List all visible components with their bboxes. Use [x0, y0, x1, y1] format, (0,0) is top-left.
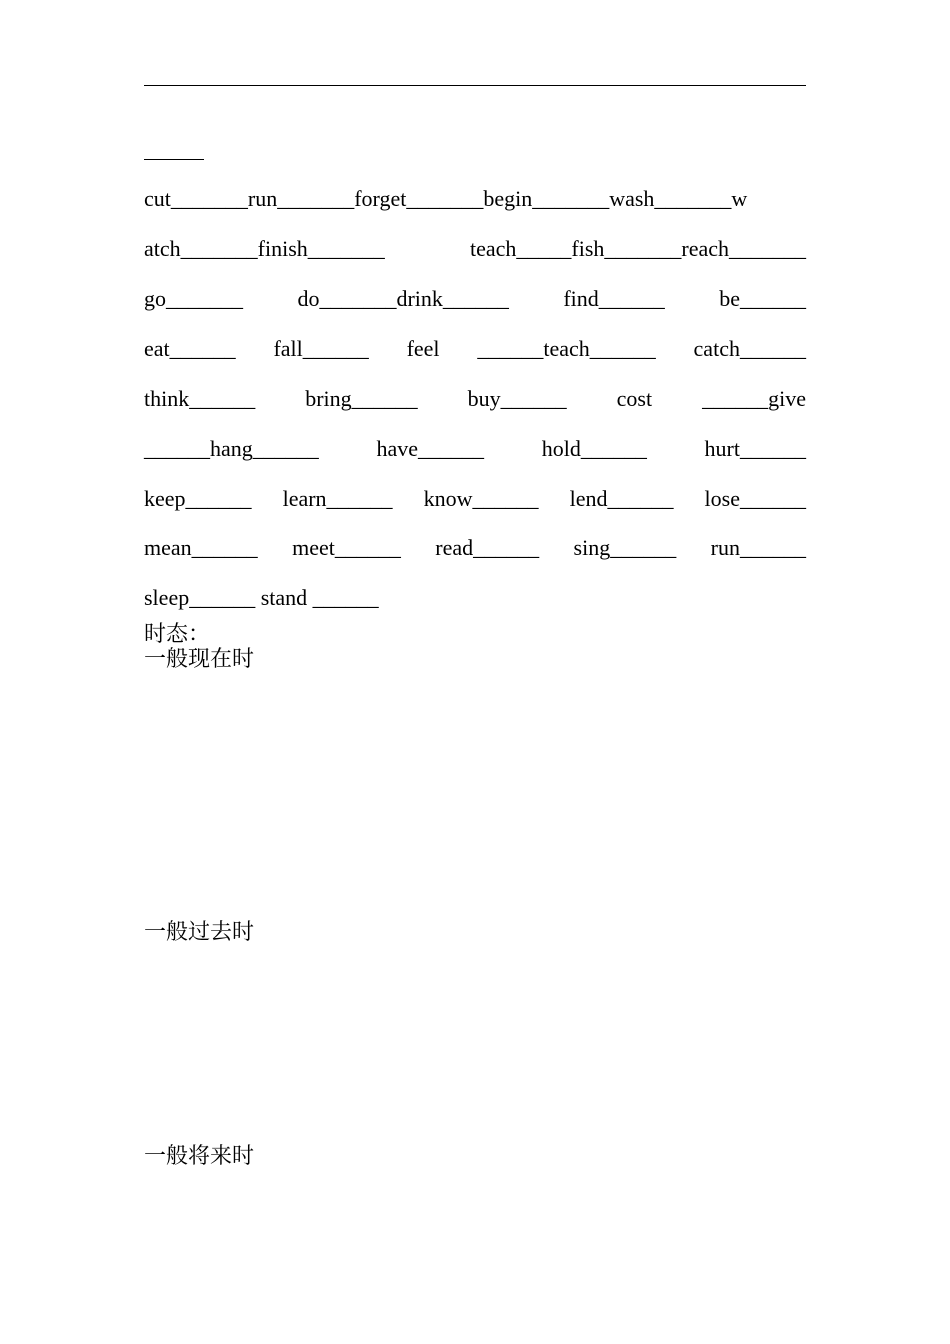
- verb-blank: eat______: [144, 336, 236, 361]
- verb-blank: fall______: [273, 336, 369, 361]
- verb-blank: mean______: [144, 535, 258, 560]
- verb-line: [144, 385, 806, 413]
- verb-blank: ______hang______: [144, 436, 319, 461]
- verb-line: [144, 185, 806, 213]
- verb-blank: read______: [435, 535, 540, 560]
- verb-blank: hurt______: [704, 436, 806, 461]
- verb-line: [144, 285, 806, 313]
- verb-blank: meet______: [292, 535, 401, 560]
- simple-present-heading: 一般现在时: [144, 647, 255, 672]
- simple-past-heading: 一般过去时: [144, 920, 255, 945]
- verb-blank: run______: [710, 535, 806, 560]
- verb-blank: lose______: [704, 486, 806, 511]
- verb-line: [144, 534, 806, 562]
- verb-blank: buy______: [467, 386, 567, 411]
- answer-underline-full: [144, 85, 806, 86]
- verb-line: [144, 584, 806, 612]
- verb-blank: find______: [563, 286, 665, 311]
- verb-blank: feel: [406, 336, 440, 361]
- verb-line: [144, 335, 806, 363]
- verb-blank: atch_______finish_______: [144, 236, 385, 261]
- verb-blank: know______: [423, 486, 539, 511]
- verb-blank: go_______: [144, 286, 243, 311]
- verb-blank: hold______: [541, 436, 647, 461]
- verb-line: [144, 235, 806, 263]
- verb-blank: ______give: [702, 386, 806, 411]
- verb-blank: do_______drink______: [297, 286, 509, 311]
- verb-blank: sing______: [573, 535, 677, 560]
- verb-line: [144, 435, 806, 463]
- verb-blank: cost: [616, 386, 653, 411]
- verb-line: [144, 485, 806, 513]
- tense-heading: 时态：: [144, 622, 211, 647]
- verb-blank: think______: [144, 386, 256, 411]
- verb-blank: catch______: [693, 336, 806, 361]
- verb-blank: be______: [719, 286, 806, 311]
- verb-blank: bring______: [305, 386, 418, 411]
- verb-blank: teach_____fish_______reach_______: [469, 236, 806, 261]
- verb-blank: learn______: [282, 486, 393, 511]
- verb-blank: keep______: [144, 486, 252, 511]
- verb-blank: lend______: [569, 486, 674, 511]
- answer-underline-short: [144, 159, 204, 160]
- simple-future-heading: 一般将来时: [144, 1144, 255, 1169]
- verb-blank: cut_______run_______forget_______begin_______wash_______w: [144, 186, 748, 211]
- verb-blank: sleep______ stand ______: [144, 585, 379, 610]
- verb-blank: have______: [376, 436, 484, 461]
- verb-blank: ______teach______: [477, 336, 656, 361]
